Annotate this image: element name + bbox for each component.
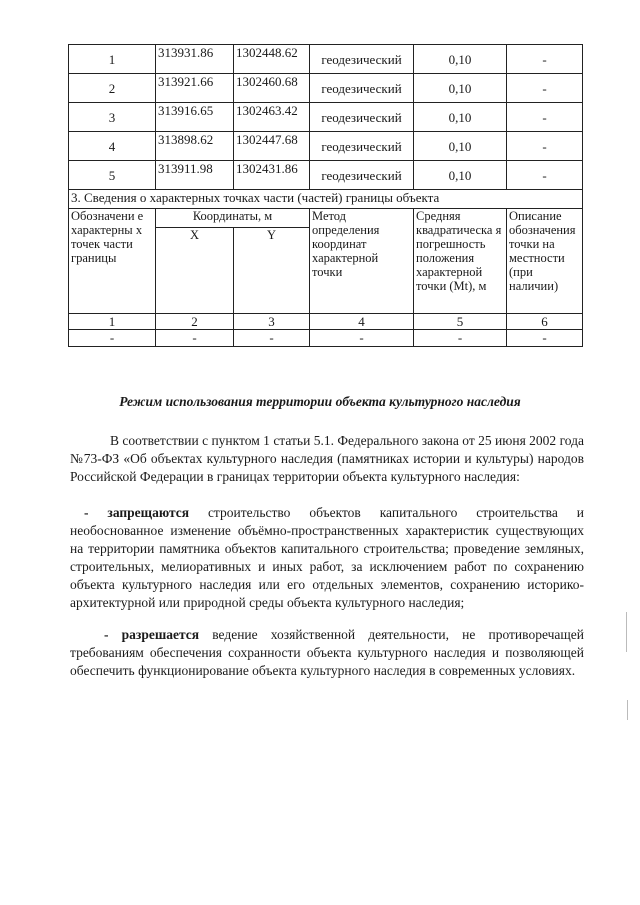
empty-cell: - <box>414 330 507 347</box>
prohibited-lead: - запрещаются <box>84 505 190 520</box>
error-value: 0,10 <box>414 103 507 132</box>
prohibited-text: строительство объектов капитального строительства и необоснованное изменение объёмно-пространственных характеристик существующих на территории памятника объектов капитального строительства; проведение земляных, строительных, мелиоративных и иных работ, за исключением работ по сохранению объекта культурного наследия или его отдельных элементов, сохранению историко-архитектурной или природной среды объекта культурного наследия; <box>70 505 584 610</box>
error-value: 0,10 <box>414 45 507 74</box>
error-value: 0,10 <box>414 161 507 190</box>
coord-x: 313911.98 <box>156 161 234 190</box>
method: геодезический <box>310 45 414 74</box>
empty-cell: - <box>234 330 310 347</box>
point-number: 1 <box>69 45 156 74</box>
error-value: 0,10 <box>414 132 507 161</box>
header-row <box>69 209 583 228</box>
description: - <box>507 103 583 132</box>
header-description: Описание обозначения точки на местности (при наличии) <box>507 209 583 314</box>
coord-x: 313898.62 <box>156 132 234 161</box>
table-row <box>69 45 583 74</box>
table-row <box>69 74 583 103</box>
point-number: 5 <box>69 161 156 190</box>
error-value: 0,10 <box>414 74 507 103</box>
header-error: Средняя квадратическа я погрешность положения характерной точки (Mt), м <box>414 209 507 314</box>
empty-cell: - <box>310 330 414 347</box>
allowed-text: ведение хозяйственной деятельности, не противоречащей требованиям обеспечения сохранности объекта культурного наследия и позволяющей обеспечить функционирование объекта культурного наследия в современных условиях. <box>70 627 584 678</box>
header-y: Y <box>234 228 310 314</box>
description: - <box>507 45 583 74</box>
coord-y: 1302460.68 <box>234 74 310 103</box>
col-number: 1 <box>69 314 156 330</box>
method: геодезический <box>310 103 414 132</box>
regime-title: Режим использования территории объекта культурного наследия <box>119 394 521 409</box>
empty-cell: - <box>507 330 583 347</box>
coord-y: 1302431.86 <box>234 161 310 190</box>
method: геодезический <box>310 74 414 103</box>
method: геодезический <box>310 132 414 161</box>
table-row <box>69 103 583 132</box>
empty-data-row <box>69 330 583 347</box>
col-number: 4 <box>310 314 414 330</box>
method: геодезический <box>310 161 414 190</box>
coordinates-table <box>68 44 583 347</box>
col-number: 6 <box>507 314 583 330</box>
header-designation: Обозначени е характерны х точек части границы <box>69 209 156 314</box>
coord-x: 313931.86 <box>156 45 234 74</box>
point-number: 4 <box>69 132 156 161</box>
section-3-title: 3. Сведения о характерных точках части (частей) границы объекта <box>69 190 583 209</box>
header-x: X <box>156 228 234 314</box>
allowed-lead: - разрешается <box>104 627 200 642</box>
scan-margin-mark <box>627 700 628 720</box>
coord-x: 313916.65 <box>156 103 234 132</box>
coord-x: 313921.66 <box>156 74 234 103</box>
paragraph-prohibited <box>70 504 584 612</box>
coord-y: 1302447.68 <box>234 132 310 161</box>
coord-y: 1302463.42 <box>234 103 310 132</box>
description: - <box>507 132 583 161</box>
empty-cell: - <box>69 330 156 347</box>
table-row <box>69 161 583 190</box>
table-row <box>69 132 583 161</box>
empty-cell: - <box>156 330 234 347</box>
coord-y: 1302448.62 <box>234 45 310 74</box>
point-number: 2 <box>69 74 156 103</box>
header-coordinates: Координаты, м <box>156 209 310 228</box>
description: - <box>507 74 583 103</box>
scan-margin-mark <box>626 612 627 652</box>
col-number: 3 <box>234 314 310 330</box>
paragraph-allowed <box>70 626 584 680</box>
col-number: 2 <box>156 314 234 330</box>
col-number: 5 <box>414 314 507 330</box>
paragraph-intro: В соответствии с пунктом 1 статьи 5.1. Федерального закона от 25 июня 2002 года №73-ФЗ «Об объектах культурного наследия (памятниках истории и культуры) народов Российской Федерации в границах территории объекта культурного наследия: <box>70 433 584 484</box>
header-method: Метод определения координат характерной точки <box>310 209 414 314</box>
column-numbers-row <box>69 314 583 330</box>
section-title-row <box>69 190 583 209</box>
description: - <box>507 161 583 190</box>
point-number: 3 <box>69 103 156 132</box>
